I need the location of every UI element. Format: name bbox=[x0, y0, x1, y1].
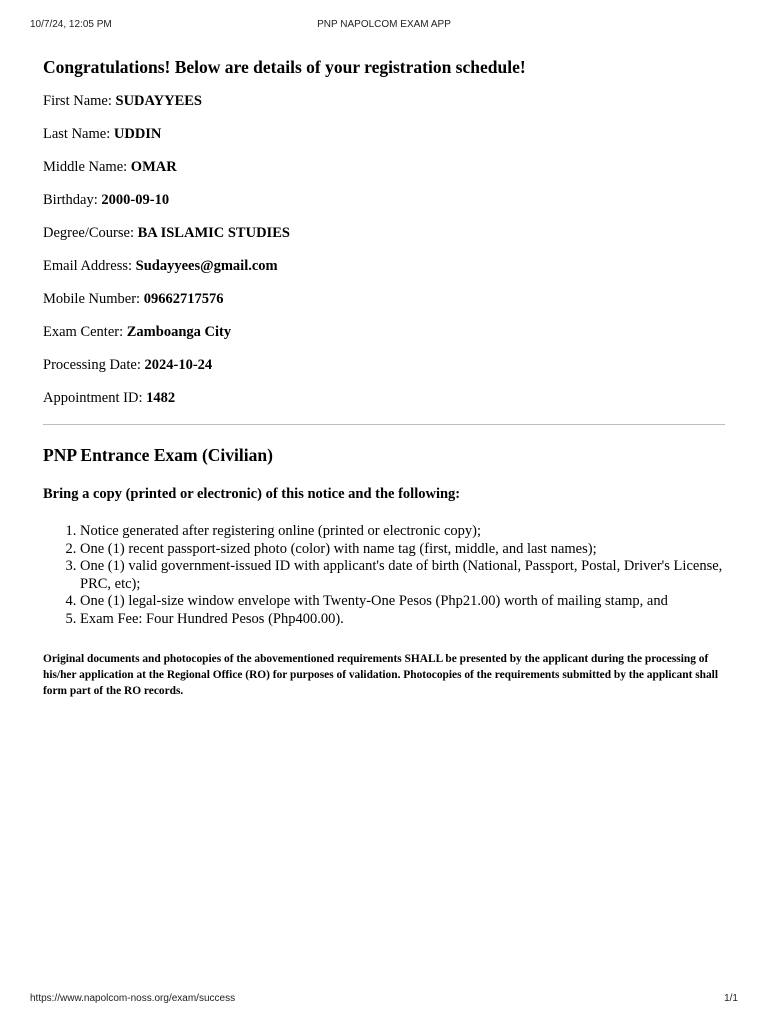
registration-notice bbox=[43, 56, 725, 697]
list-item: 4. One (1) legal-size window envelope with Twenty-One Pesos (Php21.00) worth of mailing stamp, and bbox=[80, 593, 725, 611]
validation-note: Original documents and photocopies of the abovementioned requirements SHALL be presented by the applicant during the processing of his/her application at the Regional Office (RO) for purposes of validation. Photocopies of the requirements submitted by the applicant shall form part of the RO records. bbox=[43, 653, 719, 697]
field-degree-course bbox=[43, 224, 725, 257]
field-value: 09662717576 bbox=[143, 291, 224, 307]
field-value: Zamboanga City bbox=[126, 324, 232, 340]
field-value: SUDAYYEES bbox=[115, 93, 202, 109]
field-label: First Name: bbox=[43, 93, 112, 109]
section-divider bbox=[43, 424, 725, 425]
field-label: Middle Name: bbox=[43, 159, 128, 175]
list-item: 1. Notice generated after registering online (printed or electronic copy); bbox=[80, 523, 725, 541]
field-value: OMAR bbox=[130, 159, 177, 175]
field-label: Email Address: bbox=[43, 258, 133, 274]
field-email-address bbox=[43, 257, 725, 290]
list-item: 3. One (1) valid government-issued ID with applicant's date of birth (National, Passport, Postal, Driver's License, PRC, etc); bbox=[80, 558, 725, 593]
list-item: 5. Exam Fee: Four Hundred Pesos (Php400.00). bbox=[80, 611, 725, 629]
field-value: UDDIN bbox=[113, 126, 162, 142]
field-middle-name bbox=[43, 158, 725, 191]
field-first-name bbox=[43, 92, 725, 125]
field-label: Exam Center: bbox=[43, 324, 124, 340]
field-last-name bbox=[43, 125, 725, 158]
field-birthday bbox=[43, 191, 725, 224]
field-label: Birthday: bbox=[43, 192, 98, 208]
print-page-number: 1/1 bbox=[724, 993, 738, 1004]
field-value: Sudayyees@gmail.com bbox=[135, 258, 278, 274]
list-item: 2. One (1) recent passport-sized photo (color) with name tag (first, middle, and last names); bbox=[80, 541, 725, 559]
field-value: BA ISLAMIC STUDIES bbox=[137, 225, 290, 241]
field-value: 1482 bbox=[146, 390, 176, 406]
print-url: https://www.napolcom-noss.org/exam/success bbox=[30, 993, 236, 1004]
field-value: 2024-10-24 bbox=[144, 357, 213, 373]
field-appointment-id bbox=[43, 389, 725, 422]
field-processing-date bbox=[43, 356, 725, 389]
field-exam-center bbox=[43, 323, 725, 356]
bring-note: Bring a copy (printed or electronic) of this notice and the following: bbox=[43, 486, 461, 502]
page-heading: Congratulations! Below are details of your registration schedule! bbox=[43, 57, 526, 77]
field-label: Appointment ID: bbox=[43, 390, 143, 406]
print-page-title: PNP NAPOLCOM EXAM APP bbox=[317, 19, 451, 30]
field-label: Last Name: bbox=[43, 126, 111, 142]
field-label: Degree/Course: bbox=[43, 225, 134, 241]
field-label: Processing Date: bbox=[43, 357, 141, 373]
print-footer bbox=[30, 993, 738, 1007]
requirements-list bbox=[43, 523, 725, 628]
field-label: Mobile Number: bbox=[43, 291, 141, 307]
field-mobile-number bbox=[43, 290, 725, 323]
field-value: 2000-09-10 bbox=[101, 192, 170, 208]
registration-details bbox=[43, 92, 725, 422]
print-datetime: 10/7/24, 12:05 PM bbox=[30, 19, 112, 30]
print-header bbox=[30, 19, 738, 33]
exam-title: PNP Entrance Exam (Civilian) bbox=[43, 445, 273, 465]
